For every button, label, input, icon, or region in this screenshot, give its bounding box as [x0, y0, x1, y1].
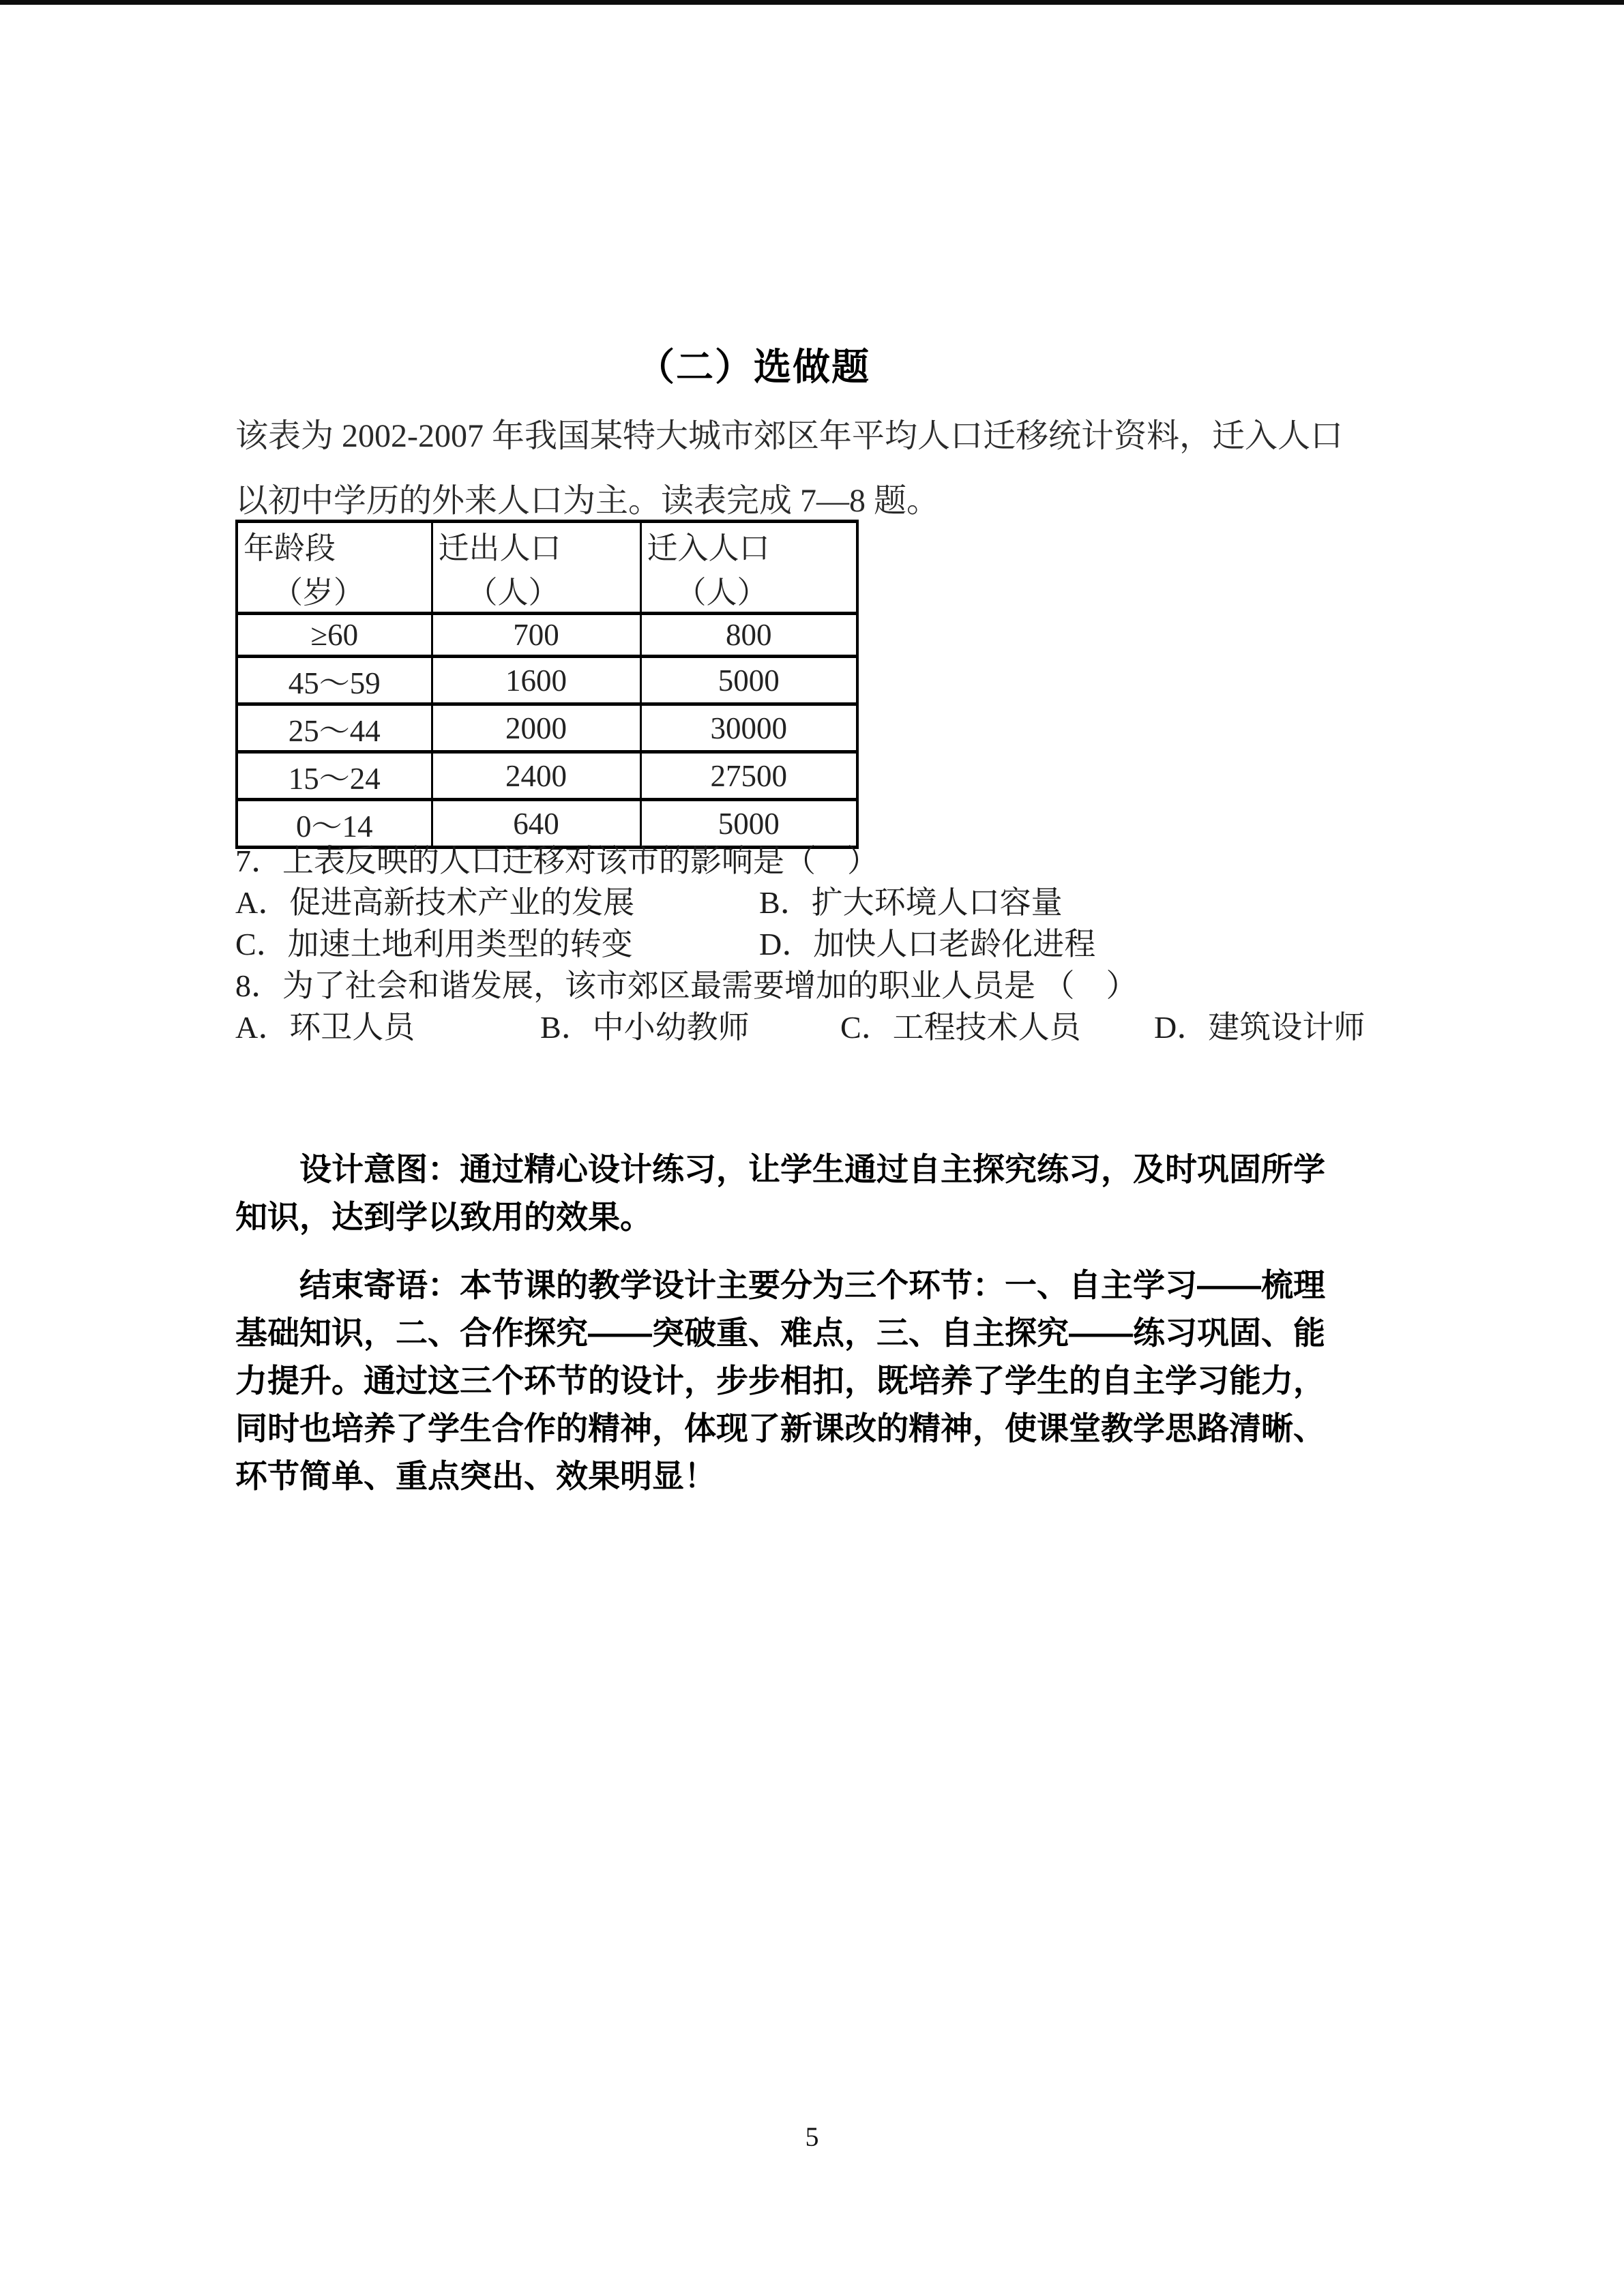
population-migration-table: [235, 520, 859, 849]
table-row: [237, 704, 857, 752]
table-header-row: [237, 522, 857, 614]
section-title: （二）选做题: [636, 346, 870, 388]
header-in: [640, 522, 857, 614]
closing-line-5: 环节简单、重点突出、效果明显！: [235, 1458, 716, 1494]
q8-option-d: D．建筑设计师: [1154, 1010, 1365, 1045]
closing-remarks-paragraph: [235, 1262, 1406, 1500]
table-row: [237, 614, 857, 657]
table-row: [237, 752, 857, 800]
q7-option-c: C．加速土地利用类型的转变: [235, 927, 633, 961]
closing-line-3: 力提升。通过这三个环节的设计，步步相扣，既培养了学生的自主学习能力，: [235, 1362, 1325, 1399]
q7-option-d: D．加快人口老龄化进程: [759, 927, 1096, 961]
intro-paragraph: [235, 404, 1408, 533]
intro-line-2: 以初中学历的外来人口为主。读表完成 7—8 题。: [235, 483, 940, 519]
question-7-stem: 7．上表反映的人口迁移对该市的影响是（ ）: [235, 844, 879, 878]
closing-line-4: 同时也培养了学生合作的精神，体现了新课改的精神，使课堂教学思路清晰、: [235, 1410, 1325, 1446]
q8-option-a: A．环卫人员: [235, 1010, 415, 1045]
cell-out: 2400: [432, 752, 640, 800]
design-intent-paragraph: [235, 1146, 1406, 1241]
cell-in: 5000: [640, 800, 857, 848]
page-number: 5: [805, 2121, 819, 2152]
header-in-line2: （人）: [675, 576, 768, 610]
cell-age: ≥60: [237, 614, 432, 657]
q7-option-a: A．促进高新技术产业的发展: [235, 885, 635, 920]
closing-line-2: 基础知识，二、合作探究——突破重、难点，三、自主探究——练习巩固、能: [235, 1315, 1325, 1351]
cell-age: 25～44: [237, 704, 432, 752]
cell-age: 15～24: [237, 752, 432, 800]
question-8-options: [235, 1007, 1408, 1048]
intro-line-1: 该表为 2002-2007 年我国某特大城市郊区年平均人口迁移统计资料，迁入人口: [235, 418, 1343, 454]
cell-in: 5000: [640, 657, 857, 704]
questions-block: [235, 840, 1408, 1048]
q8-option-b: B．中小幼教师: [540, 1010, 750, 1045]
q8-option-c: C．工程技术人员: [840, 1010, 1081, 1045]
q7-option-b: B．扩大环境人口容量: [759, 885, 1063, 920]
scan-edge-line: [0, 0, 1624, 5]
cell-in: 30000: [640, 704, 857, 752]
cell-out: 700: [432, 614, 640, 657]
header-out-line2: （人）: [467, 576, 559, 610]
question-7-options-ab: [235, 882, 1408, 923]
header-out-line1: 迁出人口: [438, 531, 561, 565]
cell-in: 800: [640, 614, 857, 657]
question-8-stem: 8．为了社会和谐发展，该市郊区最需要增加的职业人员是 （ ）: [235, 968, 1138, 1003]
header-age: [237, 522, 432, 614]
cell-out: 2000: [432, 704, 640, 752]
design-intent-line-1: 设计意图：通过精心设计练习，让学生通过自主探究练习，及时巩固所学: [299, 1151, 1325, 1187]
design-intent-line-2: 知识，达到学以致用的效果。: [235, 1199, 652, 1235]
table-row: [237, 657, 857, 704]
closing-line-1: 结束寄语：本节课的教学设计主要分为三个环节：一、自主学习——梳理: [299, 1267, 1325, 1303]
cell-out: 640: [432, 800, 640, 848]
header-in-line1: 迁入人口: [647, 531, 770, 565]
header-age-line1: 年龄段: [243, 531, 336, 565]
cell-age: 45～59: [237, 657, 432, 704]
header-age-line2: （岁）: [272, 576, 365, 610]
cell-in: 27500: [640, 752, 857, 800]
cell-out: 1600: [432, 657, 640, 704]
question-7-options-cd: [235, 923, 1408, 965]
header-out: [432, 522, 640, 614]
cell-age: 0～14: [237, 800, 432, 848]
